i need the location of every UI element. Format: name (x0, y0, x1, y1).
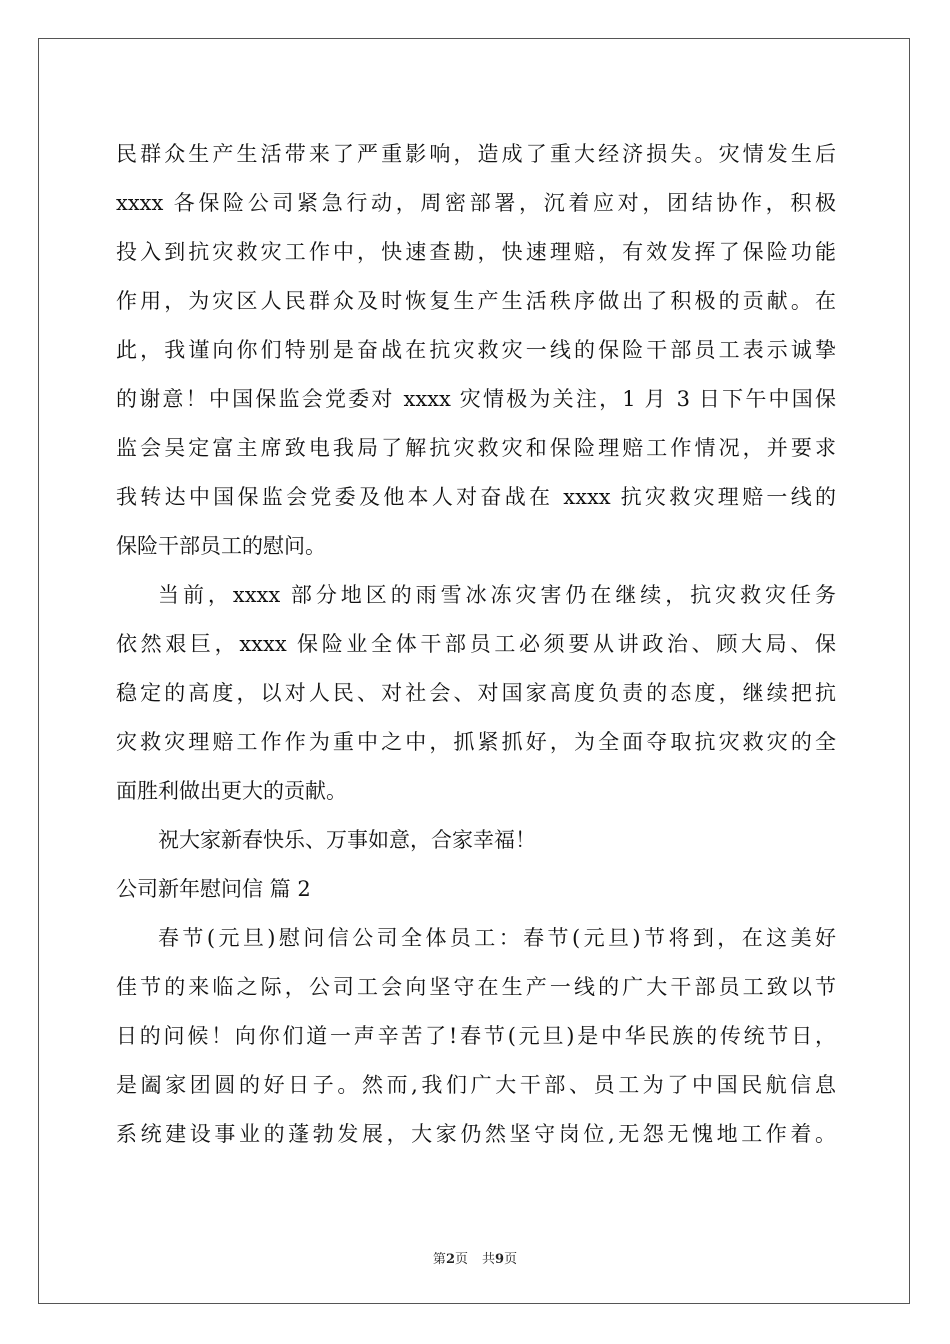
section-heading: 公司新年慰问信 篇 2 (116, 877, 311, 901)
page-footer (0, 1248, 950, 1267)
text-line: 作用，为灾区人民群众及时恢复生产生活秩序做出了积极的贡献。在 (116, 289, 836, 313)
text-line: 是阖家团圆的好日子。然而,我们广大干部、员工为了中国民航信息 (116, 1073, 836, 1097)
text-line: 保险干部员工的慰问。 (116, 534, 326, 558)
text-line: 的谢意！中国保监会党委对 xxxx 灾情极为关注，1 月 3 日下午中国保 (116, 387, 836, 411)
text-line: 投入到抗灾救灾工作中，快速查勘，快速理赔，有效发挥了保险功能 (116, 240, 836, 264)
text-line: 此，我谨向你们特别是奋战在抗灾救灾一线的保险干部员工表示诚挚 (116, 338, 836, 362)
text-line: 监会吴定富主席致电我局了解抗灾救灾和保险理赔工作情况，并要求 (116, 436, 836, 460)
text-line: 系统建设事业的蓬勃发展，大家仍然坚守岗位,无怨无愧地工作着。 (116, 1122, 836, 1146)
text-line: 灾救灾理赔工作作为重中之中，抓紧抓好，为全面夺取抗灾救灾的全 (116, 730, 836, 754)
text-line: 佳节的来临之际，公司工会向坚守在生产一线的广大干部员工致以节 (116, 975, 836, 999)
text-line: 民群众生产生活带来了严重影响，造成了重大经济损失。灾情发生后 (116, 142, 836, 166)
letter-body-part-1 (116, 130, 836, 865)
text-line: 我转达中国保监会党委及他本人对奋战在 xxxx 抗灾救灾理赔一线的 (116, 485, 836, 509)
document-body (116, 130, 836, 1159)
page-number-label: 第2页 (432, 1252, 468, 1267)
text-line: xxxx 各保险公司紧急行动，周密部署，沉着应对，团结协作，积极 (116, 191, 836, 215)
text-line: 面胜利做出更大的贡献。 (116, 779, 347, 803)
text-line: 当前，xxxx 部分地区的雨雪冰冻灾害仍在继续，抗灾救灾任务 (158, 583, 836, 607)
letter-body-part-2 (116, 914, 836, 1159)
text-line: 日的问候！向你们道一声辛苦了!春节(元旦)是中华民族的传统节日， (116, 1024, 836, 1048)
text-line: 祝大家新春快乐、万事如意，合家幸福！ (158, 828, 536, 852)
text-line: 春节(元旦)慰问信公司全体员工：春节(元旦)节将到，在这美好 (158, 926, 836, 950)
text-line: 稳定的高度，以对人民、对社会、对国家高度负责的态度，继续把抗 (116, 681, 836, 705)
text-line: 依然艰巨，xxxx 保险业全体干部员工必须要从讲政治、顾大局、保 (116, 632, 836, 656)
total-pages-label: 共9页 (482, 1252, 518, 1267)
